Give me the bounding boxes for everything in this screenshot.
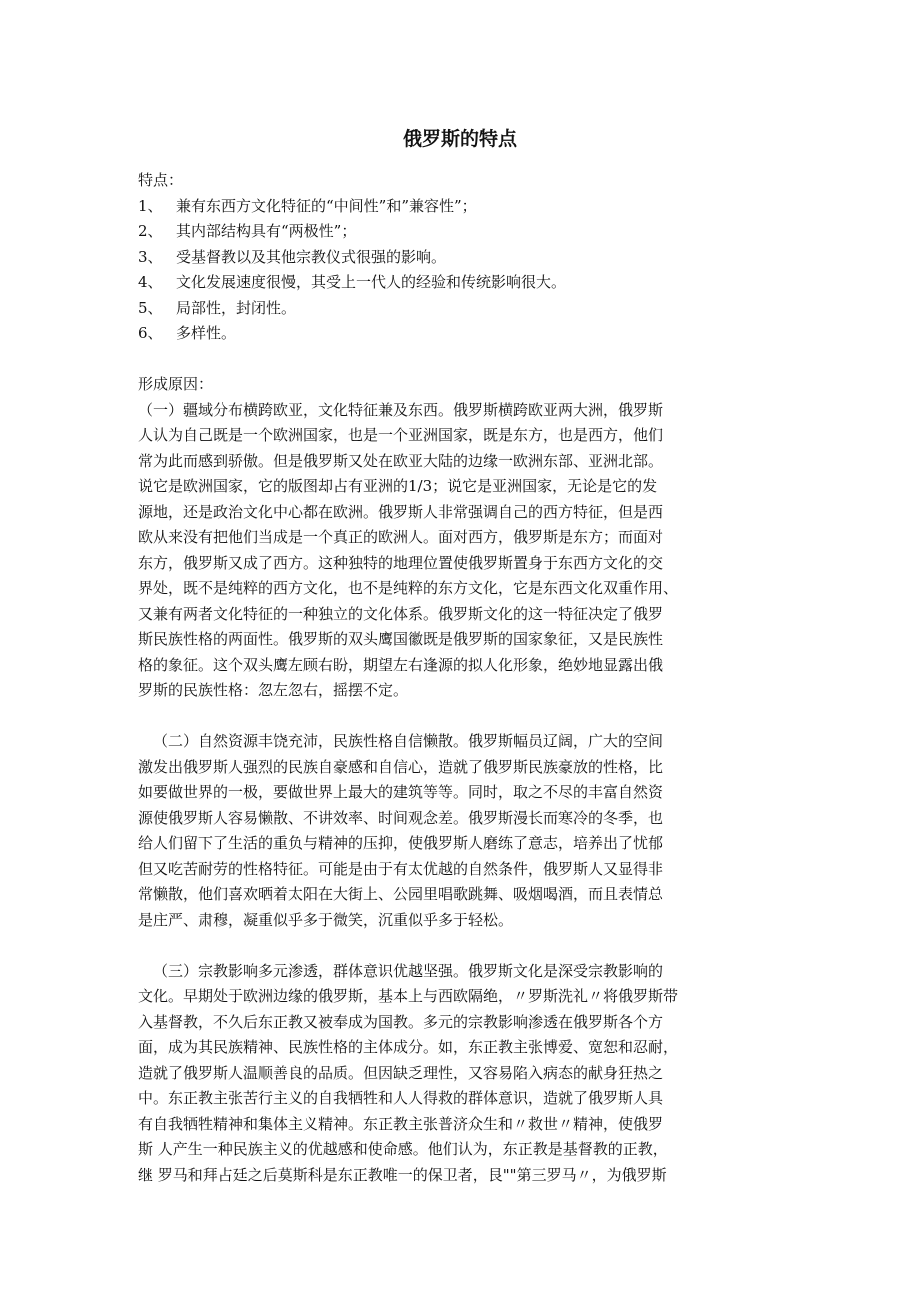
features-heading: 特点：	[138, 171, 184, 189]
feature-text: 受基督教以及其他宗教仪式很强的影响。	[176, 247, 447, 266]
feature-text: 文化发展速度很慢，其受上一代人的经验和传统影响很大。	[176, 273, 567, 291]
paragraph-line: （一）疆域分布横跨欧亚，文化特征兼及东西。俄罗斯横跨欧亚两大洲，俄罗斯	[138, 400, 664, 419]
paragraph-line: 东方，俄罗斯又成了西方。这种独特的地理位置使俄罗斯置身于东西方文化的交	[138, 553, 664, 572]
paragraph-line: 罗斯的民族性格：忽左忽右，摇摆不定。	[138, 681, 409, 699]
paragraph-line: 中。东正教主张苦行主义的自我牺牲和人人得救的群体意识，造就了俄罗斯人具	[138, 1089, 664, 1107]
paragraph-2	[138, 729, 788, 933]
paragraph-line: 又兼有两者文化特征的一种独立的文化体系。俄罗斯文化的这一特征决定了俄罗	[138, 604, 664, 623]
feature-number: 3、	[138, 247, 163, 266]
paragraph-line: 有自我牺牲精神和集体主义精神。东正教主张普济众生和〃救世〃精神，使俄罗	[138, 1114, 664, 1133]
causes-heading: 形成原因：	[138, 375, 214, 393]
paragraph-line: 是庄严、肃穆，凝重似乎多于微笑，沉重似乎多于轻松。	[138, 910, 514, 929]
feature-item-3	[138, 245, 788, 271]
feature-text: 多样性。	[176, 324, 237, 342]
paragraph-line: 但又吃苦耐劳的性格特征。可能是由于有太优越的自然条件，俄罗斯人又显得非	[138, 859, 664, 878]
paragraph-line: 欧从来没有把他们当成是一个真正的欧洲人。面对西方，俄罗斯是东方；而面对	[138, 528, 664, 546]
paragraph-line: 常懒散，他们喜欢晒着太阳在大街上、公园里唱歌跳舞、吸烟喝酒，而且表情总	[138, 885, 664, 903]
feature-item-2	[138, 219, 788, 245]
paragraph-line: 源使俄罗斯人容易懒散、不讲效率、时间观念差。俄罗斯漫长而寒冷的冬季，也	[138, 808, 664, 827]
feature-item-6	[138, 321, 788, 347]
spacer	[138, 704, 788, 730]
feature-text: 其内部结构具有“两极性”；	[176, 222, 357, 240]
paragraph-line: 人认为自己既是一个欧洲国家，也是一个亚洲国家，既是东方，也是西方，他们	[138, 426, 664, 444]
paragraph-line: 斯 人产生一种民族主义的优越感和使命感。他们认为，东正教是基督教的正教，	[138, 1140, 668, 1158]
paragraph-line: 激发出俄罗斯人强烈的民族自豪感和自信心，造就了俄罗斯民族豪放的性格，比	[138, 757, 664, 776]
paragraph-3	[138, 959, 788, 1189]
paragraph-line: 入基督教，不久后东正教又被奉成为国教。多元的宗教影响渗透在俄罗斯各个方	[138, 1012, 664, 1031]
paragraph-1	[138, 398, 788, 704]
feature-number: 4、	[138, 273, 163, 291]
paragraph-line: 造就了俄罗斯人温顺善良的品质。但因缺乏理性，又容易陷入病态的献身狂热之	[138, 1063, 664, 1082]
feature-number: 6、	[138, 324, 163, 342]
spacer	[138, 347, 788, 373]
paragraph-line: 面，成为其民族精神、民族性格的主体成分。如，东正教主张博爱、宽恕和忍耐，	[138, 1038, 679, 1056]
paragraph-line: 源地，还是政治文化中心都在欧洲。俄罗斯人非常强调自己的西方特征，但是西	[138, 502, 664, 521]
paragraph-line: 如要做世界的一极，要做世界上最大的建筑等等。同时，取之不尽的丰富自然资	[138, 783, 664, 801]
paragraph-line: （三）宗教影响多元渗透，群体意识优越坚强。俄罗斯文化是深受宗教影响的	[153, 961, 664, 980]
document-body	[138, 168, 788, 1188]
paragraph-line: 继 罗马和拜占廷之后莫斯科是东正教唯一的保卫者，艮""第三罗马〃，为俄罗斯	[138, 1165, 667, 1184]
paragraph-line: 文化。早期处于欧洲边缘的俄罗斯，基本上与西欧隔绝，〃罗斯洗礼〃将俄罗斯带	[138, 987, 679, 1005]
paragraph-line: 给人们留下了生活的重负与精神的压抑，使俄罗斯人磨练了意志，培养出了忧郁	[138, 834, 664, 852]
feature-text: 局部性，封闭性。	[176, 298, 297, 317]
page-title: 俄罗斯的特点	[402, 128, 517, 150]
feature-text: 兼有东西方文化特征的“中间性”和”兼容性”；	[176, 196, 477, 215]
paragraph-line: 斯民族性格的两面性。俄罗斯的双头鹰国徽既是俄罗斯的国家象征，又是民族性	[138, 630, 664, 648]
paragraph-line: （二）自然资源丰饶充沛，民族性格自信懒散。俄罗斯幅员辽阔，广大的空间	[153, 732, 664, 750]
feature-number: 2、	[138, 222, 163, 240]
paragraph-line: 常为此而感到骄傲。但是俄罗斯又处在欧亚大陆的边缘一欧洲东部、亚洲北部。	[138, 451, 664, 470]
spacer	[138, 933, 788, 959]
feature-item-1	[138, 194, 788, 220]
paragraph-line: 格的象征。这个双头鹰左顾右盼，期望左右逢源的拟人化形象，绝妙地显露出俄	[138, 655, 664, 674]
paragraph-line: 界处，既不是纯粹的西方文化，也不是纯粹的东方文化，它是东西文化双重作用、	[138, 579, 679, 597]
feature-item-4	[138, 270, 788, 296]
feature-number: 1、	[138, 196, 163, 215]
feature-number: 5、	[138, 298, 163, 317]
paragraph-line: 说它是欧洲国家，它的版图却占有亚洲的1/3；说它是亚洲国家，无论是它的发	[138, 477, 658, 495]
feature-item-5	[138, 296, 788, 322]
